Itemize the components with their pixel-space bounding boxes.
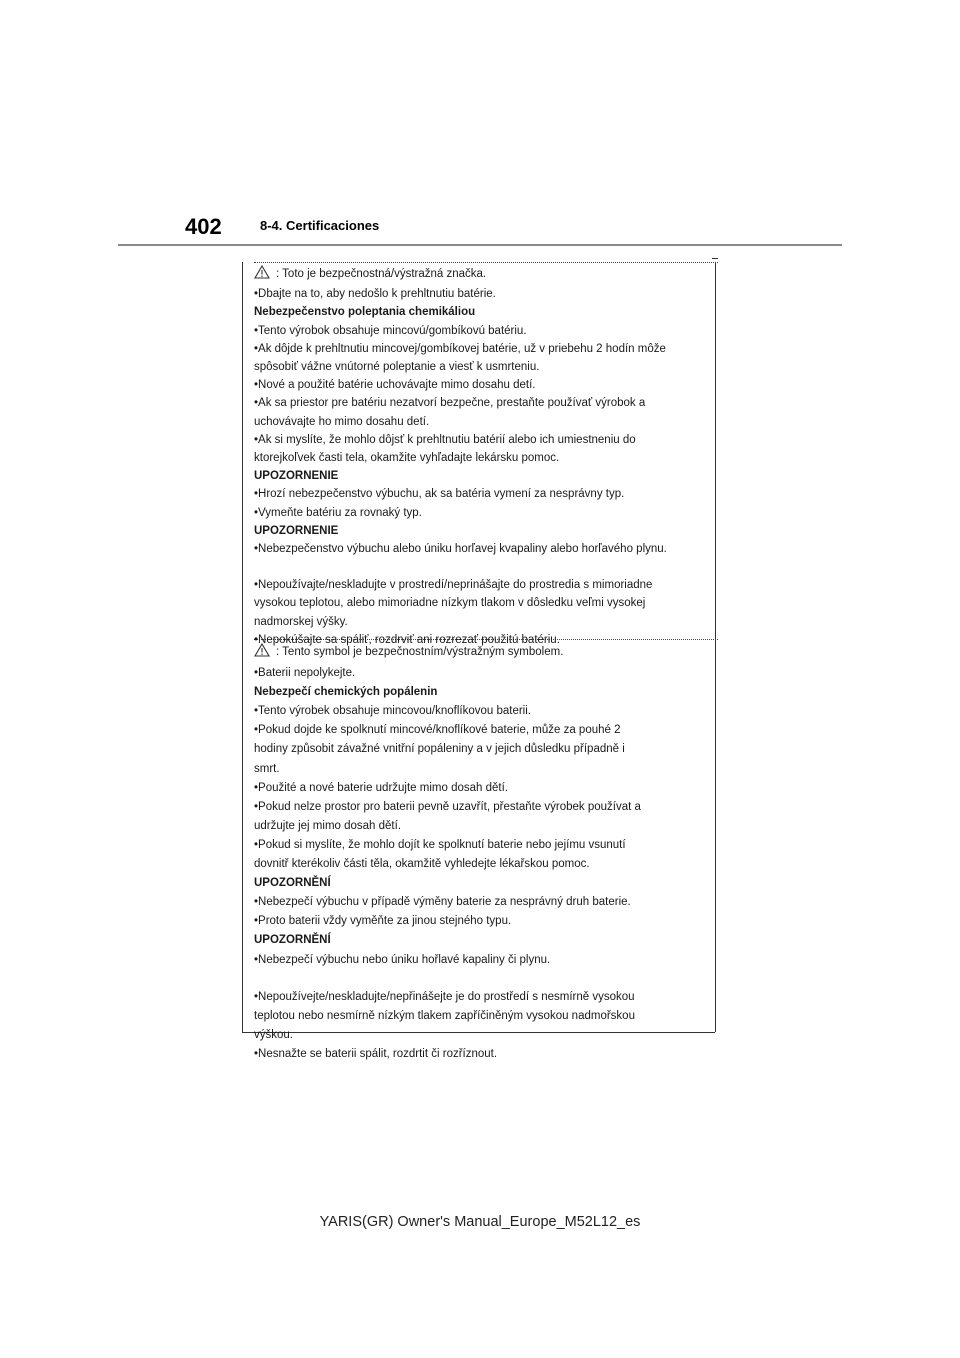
text-line: •Nebezpečenstvo výbuchu alebo úniku horľavej kvapaliny alebo horľavého plynu. xyxy=(254,543,667,556)
warning-triangle-icon xyxy=(254,265,270,285)
text-line: výškou. xyxy=(254,1028,293,1041)
text-line: •Ak sa priestor pre batériu nezatvorí bezpečne, prestaňte používať výrobok a xyxy=(254,397,646,410)
box-top-tick xyxy=(712,258,718,259)
text-line: teplotou nebo nesmírně nízkým tlakem zapříčiněným vysokou nadmořskou xyxy=(254,1009,635,1022)
text-line: •Hrozí nebezpečenstvo výbuchu, ak sa batéria vymení za nesprávny typ. xyxy=(254,488,625,501)
text-line: •Pokud nelze prostor pro baterii pevně uzavřít, přestaňte výrobek používat a xyxy=(254,800,641,813)
text-line: •Tento výrobek obsahuje mincovou/knoflíkovou baterii. xyxy=(254,705,531,718)
text-line: smrt. xyxy=(254,762,280,775)
text-line: •Nepoužívajte/neskladujte v prostredí/neprinášajte do prostredia s mimoriadne xyxy=(254,579,653,592)
text-line: •Baterii nepolykejte. xyxy=(254,667,356,680)
text-line: •Použité a nové baterie udržujte mimo dosah dětí. xyxy=(254,781,508,794)
text-line: •Nebezpečí výbuchu nebo úniku hořlavé kapaliny či plynu. xyxy=(254,953,551,966)
text-line: •Nebezpečí výbuchu v případě výměny baterie za nesprávný druh baterie. xyxy=(254,896,631,909)
text-line: UPOZORNĚNÍ xyxy=(254,877,331,890)
box-top-dotted-line xyxy=(254,262,718,263)
header-rule xyxy=(118,244,842,246)
text-line: ktorejkoľvek časti tela, okamžite vyhľadajte lekársku pomoc. xyxy=(254,452,560,465)
text-line: •Tento výrobok obsahuje mincovú/gombíkovú batériu. xyxy=(254,324,527,337)
text-line: udržujte jej mimo dosah dětí. xyxy=(254,819,402,832)
text-line: •Pokud si myslíte, že mohlo dojít ke spolknutí baterie nebo jejímu vsunutí xyxy=(254,838,626,851)
text-line: nadmorskej výšky. xyxy=(254,615,348,628)
blank-line xyxy=(254,558,704,576)
slovak-symbol-line xyxy=(254,265,704,285)
text-line: UPOZORNENIE xyxy=(254,524,339,537)
text-line: •Vymeňte batériu za rovnaký typ. xyxy=(254,506,422,519)
text-line: Nebezpečenstvo poleptania chemikáliou xyxy=(254,306,476,319)
text-line: UPOZORNENIE xyxy=(254,470,339,483)
czech-symbol-text: : Tento symbol je bezpečnostním/výstražným symbolem. xyxy=(276,646,564,658)
slovak-symbol-text: : Toto je bezpečnostná/výstražná značka. xyxy=(276,268,487,280)
text-line: •Nepokúšajte sa spáliť, rozdrviť ani rozrezať použitú batériu. xyxy=(254,633,560,646)
text-line: •Ak dôjde k prehltnutiu mincovej/gombíkovej batérie, už v priebehu 2 hodín môže xyxy=(254,342,666,355)
text-line: UPOZORNĚNÍ xyxy=(254,934,331,947)
text-line: uchovávajte ho mimo dosahu detí. xyxy=(254,415,430,428)
page-number: 402 xyxy=(185,214,222,239)
text-line: •Nepoužívejte/neskladujte/nepřinášejte je do prostředí s nesmírně vysokou xyxy=(254,990,635,1003)
blank-line xyxy=(254,970,704,988)
text-line: •Pokud dojde ke spolknutí mincové/knoflíkové baterie, může za pouhé 2 xyxy=(254,724,621,737)
text-line: spôsobiť vážne vnútorné poleptanie a viesť k usmrteniu. xyxy=(254,361,540,374)
text-line: •Dbajte na to, aby nedošlo k prehltnutiu batérie. xyxy=(254,288,496,301)
czech-symbol-line xyxy=(254,643,704,664)
text-line: Nebezpečí chemických popálenin xyxy=(254,686,438,699)
text-line: vysokou teplotou, alebo mimoriadne nízkym tlakom v dôsledku veľmi vysokej xyxy=(254,597,646,610)
text-line: •Ak si myslíte, že mohlo dôjsť k prehltnutiu batérií alebo ich umiestneniu do xyxy=(254,433,636,446)
czech-section xyxy=(254,643,704,1064)
slovak-section xyxy=(254,265,704,649)
text-line: •Nesnažte se baterii spálit, rozdrtit či rozříznout. xyxy=(254,1047,498,1060)
footer-manual-id: YARIS(GR) Owner's Manual_Europe_M52L12_es xyxy=(319,1214,641,1230)
text-line: hodiny způsobit závažné vnitřní popáleniny a v jejich důsledku případně i xyxy=(254,743,625,756)
section-title: 8-4. Certificaciones xyxy=(260,218,380,233)
text-line: dovnitř kterékoliv části těla, okamžitě vyhledejte lékařskou pomoc. xyxy=(254,858,590,871)
warning-triangle-icon xyxy=(254,643,270,664)
text-line: •Proto baterii vždy vyměňte za jinou stejného typu. xyxy=(254,915,512,928)
text-line: •Nové a použité batérie uchovávajte mimo dosahu detí. xyxy=(254,379,536,392)
